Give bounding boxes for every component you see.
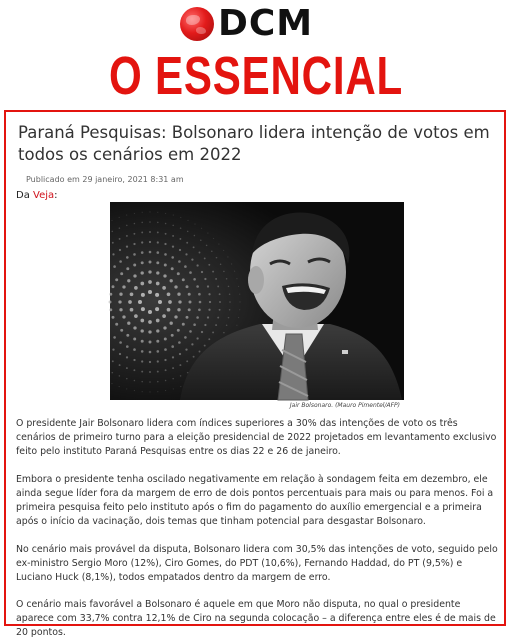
halftone-dot <box>204 278 206 280</box>
halftone-dot <box>126 367 128 369</box>
halftone-dot <box>157 391 158 392</box>
site-header <box>0 0 512 110</box>
halftone-dot <box>134 380 136 382</box>
halftone-dot <box>168 300 172 304</box>
halftone-dot <box>180 217 181 218</box>
halftone-dot <box>149 211 150 212</box>
halftone-dot <box>228 317 230 319</box>
halftone-dot <box>112 372 114 374</box>
halftone-dot <box>179 238 181 240</box>
halftone-dot <box>141 293 145 297</box>
halftone-dot <box>164 338 167 341</box>
source-line <box>16 190 58 201</box>
halftone-dot <box>112 360 114 362</box>
halftone-dot <box>193 356 195 358</box>
halftone-dot <box>127 279 130 282</box>
halftone-dot <box>149 391 150 392</box>
halftone-dot <box>156 340 159 343</box>
halftone-dot <box>204 345 206 347</box>
halftone-dot <box>149 241 151 243</box>
halftone-dot <box>201 228 202 229</box>
halftone-dot <box>228 286 230 288</box>
halftone-dot <box>155 307 159 311</box>
halftone-dot <box>201 271 203 273</box>
halftone-dot <box>148 320 152 324</box>
halftone-dot <box>236 325 237 326</box>
halftone-dot <box>109 293 112 296</box>
halftone-dot <box>182 323 185 326</box>
halftone-dot <box>178 260 181 263</box>
halftone-dot <box>207 233 208 234</box>
halftone-dot <box>113 336 116 339</box>
halftone-dot <box>170 279 173 282</box>
halftone-dot <box>187 220 188 221</box>
halftone-dot <box>208 264 210 266</box>
halftone-dot <box>122 285 125 288</box>
halftone-dot <box>113 265 116 268</box>
halftone-dot <box>217 317 219 319</box>
halftone-dot <box>185 348 187 350</box>
halftone-dot <box>126 378 128 380</box>
halftone-dot <box>126 356 128 358</box>
halftone-dot <box>112 231 114 233</box>
halftone-dot <box>128 300 132 304</box>
source-prefix: Da <box>16 190 34 201</box>
halftone-dot <box>157 350 160 353</box>
halftone-dot <box>179 364 181 366</box>
halftone-dot <box>141 222 143 224</box>
halftone-dot <box>226 278 228 280</box>
halftone-dot <box>208 309 210 311</box>
halftone-dot <box>149 351 152 354</box>
halftone-dot <box>167 292 171 296</box>
halftone-dot <box>226 324 228 326</box>
halftone-dot <box>184 265 187 268</box>
article-paragraph-1: O presidente Jair Bolsonaro lidera com índices superiores a 30% das intenções de voto os três cenários de primeiro turno para a eleição presidencial de 2022 projetados em levantamento exclusivo feito pelo instituto Paraná Pesquisas entre os dias 22 e 26 de janeiro. <box>16 418 497 457</box>
halftone-dot <box>156 282 160 286</box>
halftone-dot <box>162 314 166 318</box>
halftone-dot <box>179 249 181 251</box>
halftone-dot <box>238 317 239 318</box>
halftone-dot <box>112 316 115 319</box>
halftone-dot <box>141 381 143 383</box>
halftone-dot <box>180 375 182 377</box>
halftone-dot <box>119 308 122 311</box>
halftone-dot <box>172 235 174 237</box>
halftone-dot <box>134 213 135 214</box>
halftone-dot <box>216 257 218 259</box>
halftone-dot <box>149 231 151 233</box>
halftone-dot <box>212 271 214 273</box>
halftone-dot <box>126 245 128 247</box>
halftone-dot <box>196 316 199 319</box>
halftone-dot <box>119 341 122 344</box>
halftone-dot <box>186 242 188 244</box>
halftone-dot <box>112 285 115 288</box>
halftone-dot <box>119 260 122 263</box>
halftone-dot <box>198 309 201 312</box>
halftone-dot <box>115 278 118 281</box>
halftone-dot <box>171 267 174 270</box>
halftone-dot <box>165 213 166 214</box>
halftone-dot <box>142 391 143 392</box>
halftone-dot <box>211 250 213 252</box>
halftone-dot <box>208 338 210 340</box>
halftone-dot <box>156 329 159 332</box>
halftone-dot <box>187 372 189 374</box>
halftone-dot <box>120 329 123 332</box>
halftone-dot <box>126 256 129 259</box>
halftone-dot <box>149 361 151 363</box>
halftone-dot <box>236 278 237 279</box>
halftone-dot <box>157 241 159 243</box>
halftone-dot <box>133 233 135 235</box>
halftone-dot <box>157 231 159 233</box>
article-paragraph-2: Embora o presidente tenha oscilado negativamente em relação à sondagem feita em dezembro, ele ainda segue líder fora da margem de erro de dois pontos percentuais para mais ou para menos. Foi a primeira pesquisa feito pelo instituto após o fim do pagamento do auxílio emergencial e a primeira após o início da vacinação, dois temas que tinham potencial para desgastar Bolsonaro. <box>16 474 494 527</box>
halftone-dot <box>178 300 181 303</box>
halftone-dot <box>231 263 232 264</box>
halftone-dot <box>164 348 167 351</box>
halftone-dot <box>148 270 151 273</box>
halftone-dot <box>196 264 198 266</box>
halftone-dot <box>148 330 151 333</box>
halftone-dot <box>185 253 187 255</box>
halftone-dot <box>188 308 191 311</box>
halftone-dot <box>156 319 160 323</box>
halftone-dot <box>164 243 166 245</box>
halftone-dot <box>149 381 151 383</box>
halftone-dot <box>157 381 159 383</box>
halftone-dot <box>217 285 219 287</box>
halftone-dot <box>177 308 180 311</box>
halftone-dot <box>204 257 206 259</box>
halftone-dot <box>164 359 166 361</box>
halftone-dot <box>189 271 192 274</box>
halftone-dot <box>194 235 196 237</box>
dcm-logo[interactable] <box>180 5 313 43</box>
article-card <box>4 110 506 638</box>
halftone-dot <box>111 220 112 221</box>
halftone-dot <box>127 322 130 325</box>
halftone-dot <box>208 293 210 295</box>
halftone-dot <box>109 308 112 311</box>
halftone-dot <box>167 308 171 312</box>
halftone-dot <box>126 225 128 227</box>
publish-date: Publicado em 29 janeiro, 2021 8:31 am <box>26 175 184 184</box>
halftone-dot <box>212 331 214 333</box>
halftone-dot <box>165 233 167 235</box>
halftone-dot <box>184 336 187 339</box>
halftone-dot <box>141 241 143 243</box>
halftone-dot <box>119 293 122 296</box>
halftone-dot <box>119 238 121 240</box>
halftone-dot <box>126 215 127 216</box>
halftone-dot <box>174 315 177 318</box>
halftone-dot <box>141 231 143 233</box>
halftone-dot <box>141 307 145 311</box>
halftone-dot <box>207 316 209 318</box>
halftone-dot <box>119 375 121 377</box>
halftone-dot <box>165 223 167 225</box>
halftone-dot <box>196 285 199 288</box>
halftone-dot <box>165 369 167 371</box>
halftone-dot <box>119 386 120 387</box>
halftone-dot <box>201 331 203 333</box>
halftone-dot <box>120 272 123 275</box>
halftone-dot <box>172 356 174 358</box>
halftone-dot <box>126 235 128 237</box>
halftone-dot <box>140 282 144 286</box>
halftone-dot <box>206 245 208 247</box>
halftone-dot <box>134 223 136 225</box>
halftone-dot <box>115 323 118 326</box>
halftone-dot <box>193 323 196 326</box>
halftone-dot <box>189 301 192 304</box>
halftone-dot <box>141 371 143 373</box>
halftone-dot <box>119 227 121 229</box>
article-title[interactable]: Paraná Pesquisas: Bolsonaro lidera intenção de votos em todos os cenários em 2022 <box>18 123 490 164</box>
halftone-dot <box>130 292 134 296</box>
halftone-dot <box>133 274 136 277</box>
halftone-dot <box>177 293 180 296</box>
halftone-dot <box>140 319 144 323</box>
halftone-dot <box>239 294 240 295</box>
halftone-dot <box>162 286 166 290</box>
halftone-dot <box>164 253 167 256</box>
halftone-dot <box>196 337 198 339</box>
halftone-dot <box>141 329 144 332</box>
halftone-dot <box>194 224 195 225</box>
halftone-dot <box>133 338 136 341</box>
halftone-dot <box>141 251 144 254</box>
halftone-dot <box>158 300 162 304</box>
halftone-dot <box>133 326 136 329</box>
halftone-dot <box>156 261 159 264</box>
source-link[interactable]: Veja <box>33 190 55 201</box>
article-photo <box>110 202 404 400</box>
halftone-dot <box>186 285 189 288</box>
halftone-dot <box>142 212 143 213</box>
halftone-dot <box>119 217 120 218</box>
halftone-dot <box>157 212 158 213</box>
halftone-dot <box>130 308 134 312</box>
halftone-dot <box>173 215 174 216</box>
halftone-dot <box>223 250 224 251</box>
halftone-dot <box>134 314 138 318</box>
halftone-dot <box>118 300 121 303</box>
globe-icon <box>180 7 214 41</box>
halftone-dot <box>173 388 174 389</box>
halftone-dot <box>229 293 231 295</box>
halftone-dot <box>187 231 189 233</box>
halftone-dot <box>141 340 144 343</box>
photo-caption: Jair Bolsonaro. (Mauro Pimentel/AFP) <box>289 402 400 409</box>
halftone-dot <box>149 371 151 373</box>
halftone-dot <box>198 293 201 296</box>
halftone-dot <box>149 221 151 223</box>
halftone-dot <box>213 238 214 239</box>
halftone-dot <box>138 300 142 304</box>
halftone-dot <box>199 252 201 254</box>
halftone-dot <box>177 329 180 332</box>
halftone-dot <box>170 322 173 325</box>
halftone-dot <box>199 301 202 304</box>
halftone-dot <box>119 353 121 355</box>
halftone-dot <box>219 301 221 303</box>
halftone-dot <box>133 359 135 361</box>
halftone-dot <box>189 330 192 333</box>
halftone-dot <box>122 315 125 318</box>
halftone-dot <box>133 369 135 371</box>
halftone-dot <box>148 280 152 284</box>
halftone-dot <box>239 309 240 310</box>
halftone-dot <box>133 348 136 351</box>
halftone-dot <box>220 264 222 266</box>
halftone-dot <box>239 301 240 302</box>
halftone-dot <box>157 251 160 254</box>
halftone-dot <box>134 286 138 290</box>
halftone-dot <box>172 367 174 369</box>
halftone-dot <box>200 239 202 241</box>
halftone-dot <box>157 371 159 373</box>
halftone-dot <box>134 390 135 391</box>
halftone-dot <box>163 326 166 329</box>
halftone-dot <box>157 360 159 362</box>
halftone-dot <box>171 345 174 348</box>
logo-text: DCM <box>218 3 314 44</box>
halftone-dot <box>149 251 152 254</box>
halftone-dot <box>112 242 114 244</box>
halftone-dot <box>155 293 159 297</box>
halftone-dot <box>172 225 174 227</box>
halftone-dot <box>112 348 114 350</box>
halftone-dot <box>109 301 112 304</box>
halftone-dot <box>218 244 219 245</box>
halftone-dot <box>179 353 181 355</box>
source-suffix: : <box>54 190 58 201</box>
halftone-dot <box>177 272 180 275</box>
halftone-dot <box>191 258 193 260</box>
article-paragraph-3: No cenário mais provável da disputa, Bolsonaro lidera com 30,5% das intenções de voto, seguido pelo ex-ministro Sergio Moro (12%), Ciro Gomes, do PDT (10,6%), Fernando Haddad, do PT (9,5%) e Luciano Huck (8,1%), todos empatados dentro da margem de erro. <box>16 544 498 583</box>
halftone-dot <box>178 341 181 344</box>
halftone-dot <box>215 278 217 280</box>
halftone-dot <box>199 351 201 353</box>
halftone-dot <box>234 271 235 272</box>
halftone-dot <box>193 278 196 281</box>
halftone-dot <box>193 246 195 248</box>
halftone-dot <box>165 390 166 391</box>
halftone-dot <box>180 227 182 229</box>
halftone-dot <box>111 383 112 384</box>
halftone-dot <box>157 222 159 224</box>
halftone-dot <box>223 271 225 273</box>
halftone-dot <box>207 285 209 287</box>
halftone-dot <box>182 278 185 281</box>
halftone-dot <box>133 243 135 245</box>
halftone-dot <box>172 378 174 380</box>
halftone-dot <box>112 253 114 255</box>
halftone-dot <box>191 343 193 345</box>
halftone-dot <box>238 286 239 287</box>
halftone-dot <box>149 261 152 264</box>
halftone-dot <box>164 264 167 267</box>
halftone-dot <box>171 334 174 337</box>
halftone-dot <box>171 256 174 259</box>
halftone-dot <box>215 324 217 326</box>
halftone-dot <box>219 309 221 311</box>
halftone-dot <box>133 253 136 256</box>
halftone-dot <box>223 332 225 334</box>
halftone-dot <box>186 316 189 319</box>
halftone-dot <box>209 301 211 303</box>
halftone-dot <box>227 256 228 257</box>
halftone-dot <box>119 364 121 366</box>
halftone-dot <box>149 341 152 344</box>
halftone-dot <box>126 345 129 348</box>
halftone-dot <box>126 388 127 389</box>
halftone-dot <box>188 293 191 296</box>
halftone-dot <box>229 301 231 303</box>
halftone-dot <box>219 293 221 295</box>
halftone-dot <box>141 261 144 264</box>
halftone-dot <box>186 360 188 362</box>
halftone-dot <box>229 309 231 311</box>
halftone-dot <box>163 274 166 277</box>
halftone-dot <box>141 360 143 362</box>
section-banner: O ESSENCIAL <box>108 46 404 106</box>
halftone-dot <box>141 350 144 353</box>
halftone-dot <box>156 271 159 274</box>
halftone-dot <box>119 249 121 251</box>
halftone-dot <box>172 245 174 247</box>
halftone-dot <box>165 380 167 382</box>
halftone-dot <box>174 285 177 288</box>
halftone-dot <box>126 267 129 270</box>
article-paragraph-4: O cenário mais favorável a Bolsonaro é aquele em que Moro não disputa, no qual o presidente aparece com 33,7% contra 12,1% de Ciro na segunda colocação – a diferença entre eles é de mais de 20 pontos. <box>16 599 496 638</box>
halftone-dot <box>204 324 206 326</box>
halftone-dot <box>133 264 136 267</box>
halftone-dot <box>148 290 152 294</box>
halftone-dot <box>141 271 144 274</box>
halftone-dot <box>148 310 152 314</box>
halftone-dot <box>180 386 181 387</box>
halftone-dot <box>126 334 129 337</box>
